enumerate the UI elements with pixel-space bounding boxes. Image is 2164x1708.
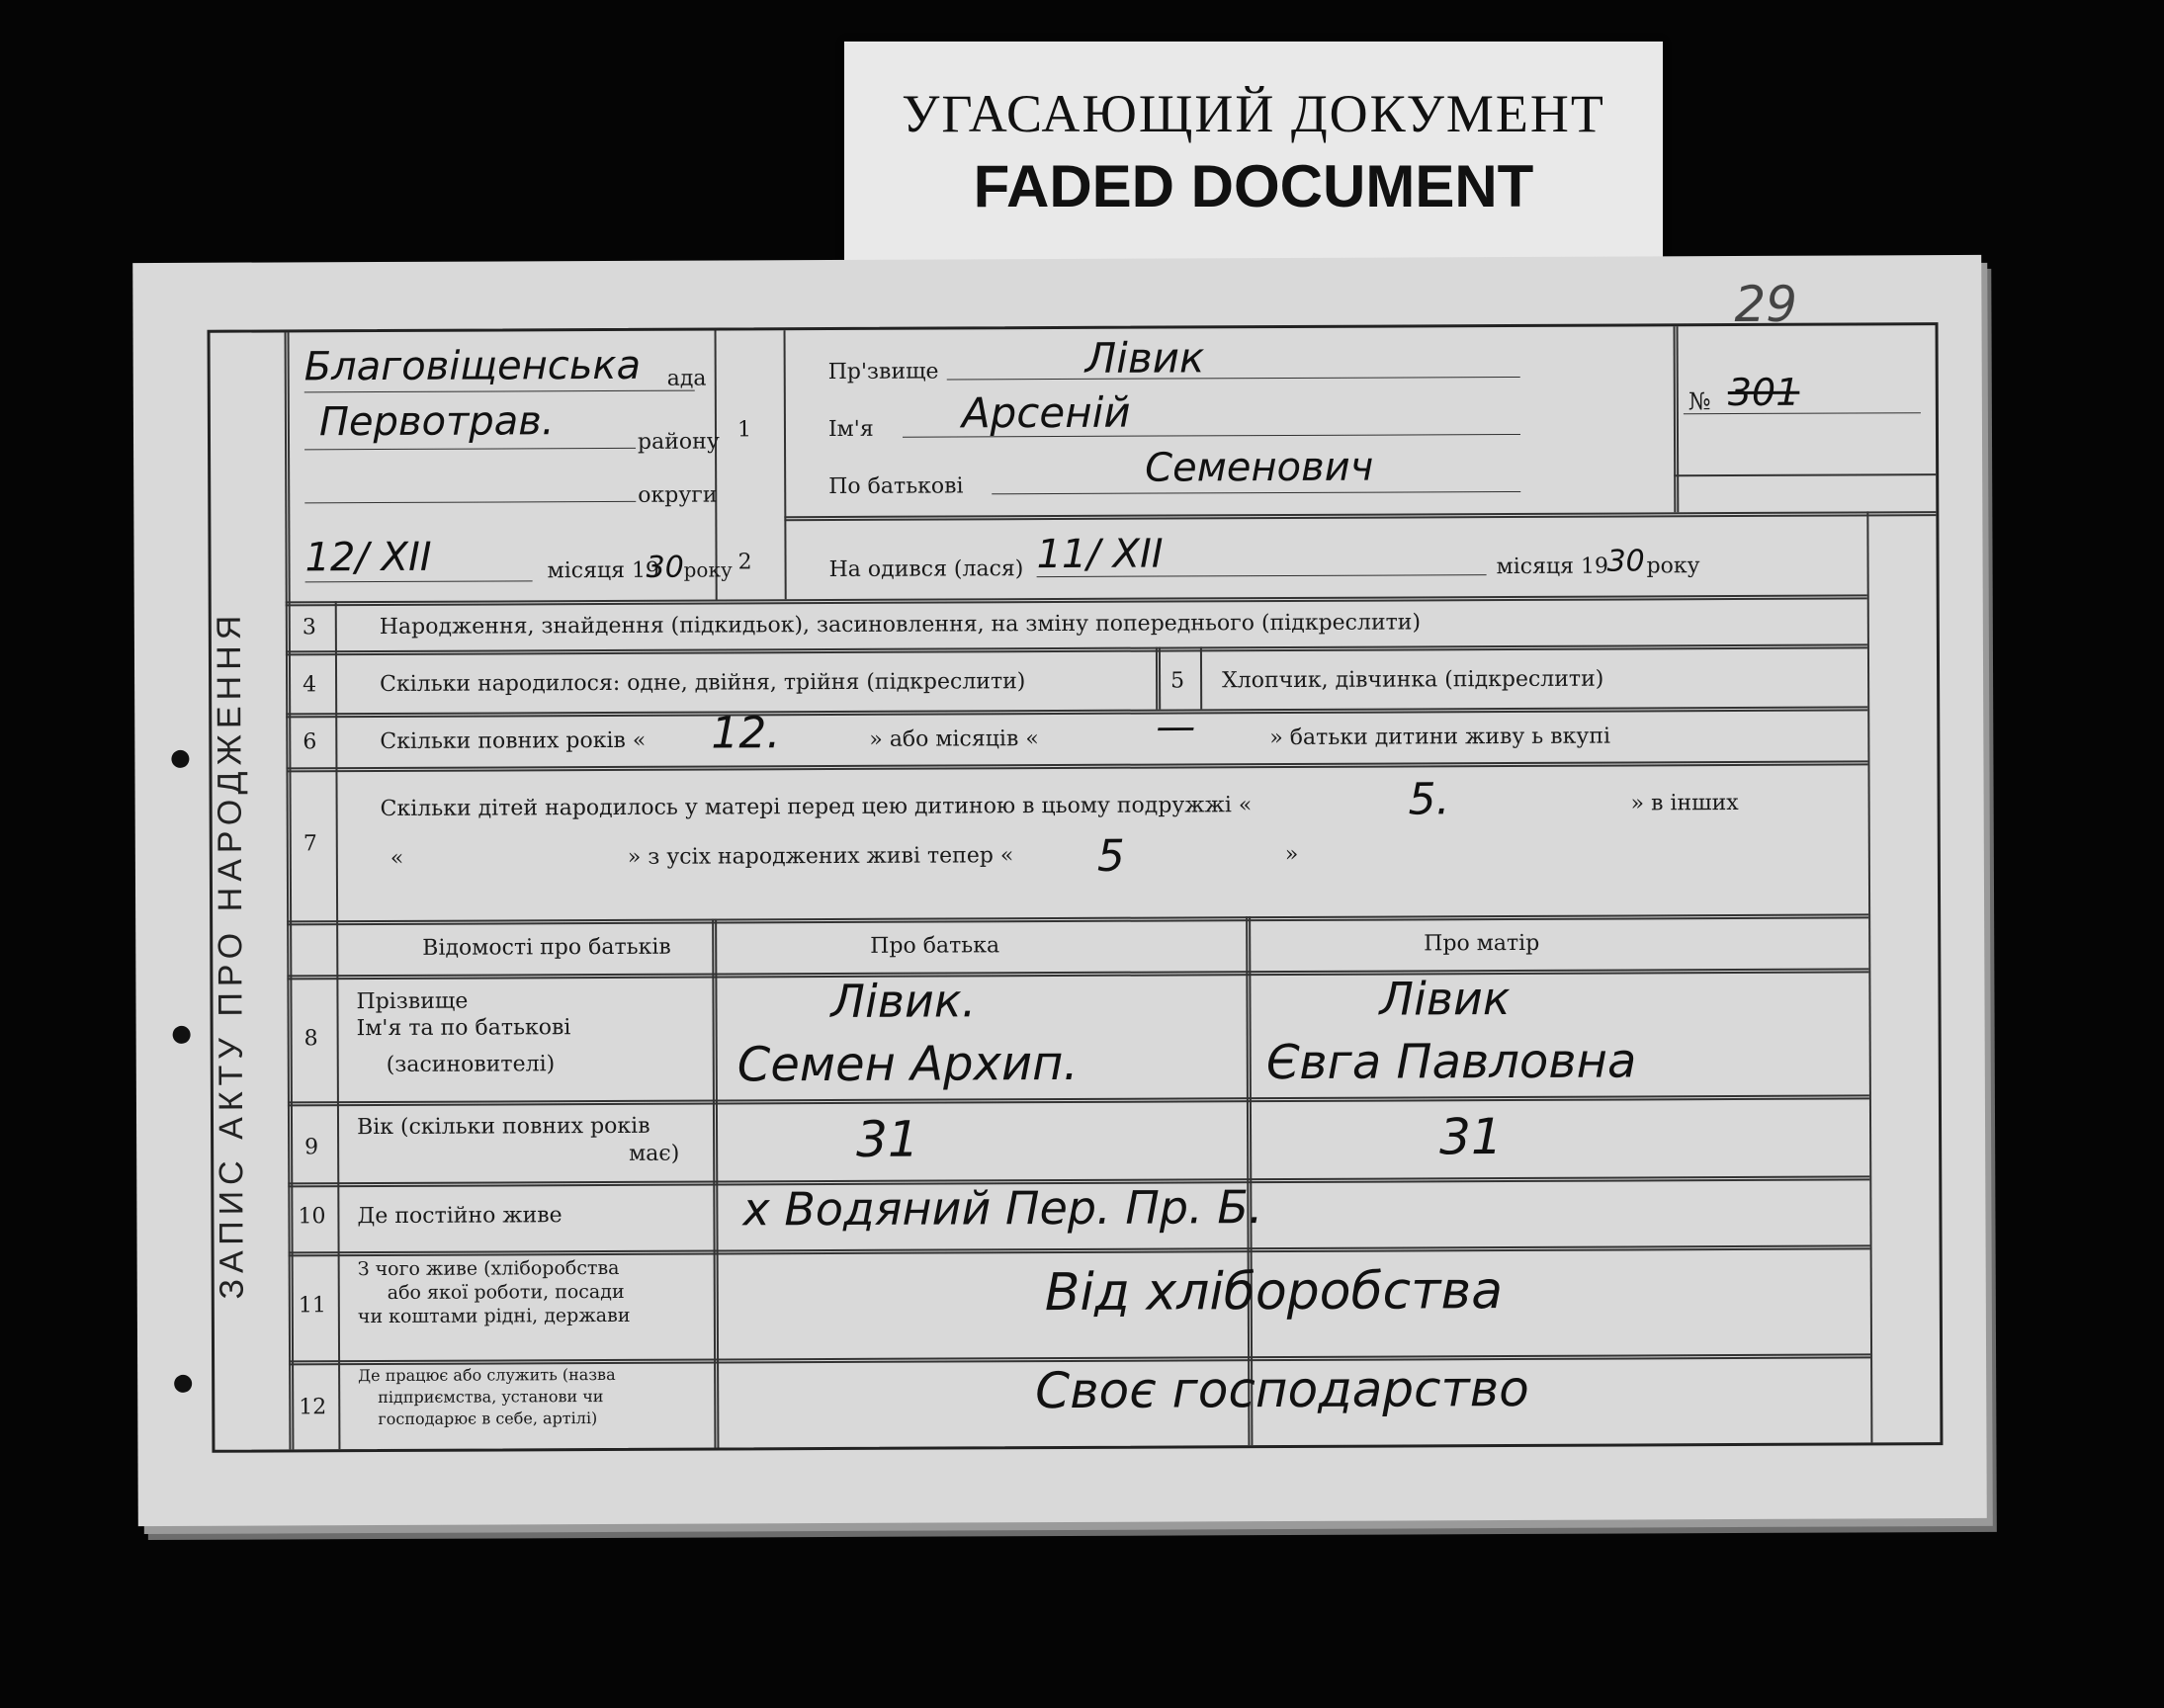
punch-hole xyxy=(173,1026,191,1044)
mother-age: 31 xyxy=(1438,1108,1503,1166)
field-number-2: 2 xyxy=(737,550,752,575)
rada-suffix: ада xyxy=(666,366,707,391)
row7-text-b: » в інших xyxy=(1630,791,1739,816)
field-number-1: 1 xyxy=(736,417,752,443)
row6-text-b: » або місяців « xyxy=(869,726,1039,752)
row4-text: Скільки народилося: одне, двійня, трійня (підкреслити) xyxy=(380,669,1026,697)
child-surname: Лівик xyxy=(1084,333,1205,383)
row-number-10: 10 xyxy=(298,1204,326,1230)
father-age: 31 xyxy=(855,1110,919,1168)
birth-month-year-label: місяця 19 xyxy=(1496,554,1609,580)
row12-label-2: підприємства, установи чи xyxy=(378,1387,604,1408)
row11-label-1: З чого живе (хліборобства xyxy=(357,1256,620,1281)
document-sheet xyxy=(132,255,1987,1526)
faded-document-label xyxy=(844,42,1663,261)
row12-label-3: господарює в себе, артілі) xyxy=(378,1409,598,1429)
row7-text-c: « xyxy=(390,845,404,871)
years-together: 12. xyxy=(711,708,781,759)
punch-hole xyxy=(174,1375,192,1393)
birth-date: 11/ XII xyxy=(1036,531,1164,578)
row-number-8: 8 xyxy=(303,1026,318,1052)
row9-label-1: Вік (скільки повних років xyxy=(356,1113,650,1141)
okruha-label: округи xyxy=(638,482,718,508)
row-number-4: 4 xyxy=(303,672,317,698)
row7-text-d: » з усіх народжених живі тепер « xyxy=(627,843,1014,870)
row6-text-a: Скільки повних років « xyxy=(380,727,647,754)
row-number-9: 9 xyxy=(304,1135,319,1160)
row-number-7: 7 xyxy=(303,831,317,857)
parents-header-mother: Про матір xyxy=(1424,930,1540,957)
row8-label-1: Прізвище xyxy=(356,988,469,1015)
row-number-11: 11 xyxy=(298,1293,326,1319)
label-english: FADED DOCUMENT xyxy=(973,152,1534,219)
raion-value: Первотрав. xyxy=(318,398,555,446)
parents-header-father: Про батька xyxy=(870,933,1000,959)
registration-year: 30 xyxy=(646,550,684,585)
row7-text-a: Скільки дітей народилось у матері перед цею дитиною в цьому подружжі « xyxy=(380,793,1253,821)
row10-label: Де постійно живе xyxy=(357,1203,563,1230)
rada-value: Благовіщенська xyxy=(303,342,642,390)
father-name: Семен Архип. xyxy=(736,1035,1079,1093)
row-number-5: 5 xyxy=(1170,668,1185,694)
parents-header-info: Відомості про батьків xyxy=(422,934,671,961)
months-together: — xyxy=(1156,704,1196,750)
raion-label: району xyxy=(637,429,720,455)
row9-label-2: має) xyxy=(629,1141,680,1166)
row-number-3: 3 xyxy=(302,615,316,640)
child-name: Арсеній xyxy=(961,387,1131,438)
row-number-12: 12 xyxy=(299,1395,327,1420)
row8-label-2: Ім'я та по батькові xyxy=(356,1015,571,1042)
row7-text-e: » xyxy=(1284,841,1299,868)
residence-value: х Водяний Пер. Пр. Б. xyxy=(742,1180,1263,1237)
livelihood-value: Від хліборобства xyxy=(1044,1261,1504,1324)
birth-roku-label: року xyxy=(1646,554,1700,579)
birth-year: 30 xyxy=(1606,544,1645,579)
row3-text: Народження, знайдення (підкидьок), засиновлення, на зміну попереднього (підкреслити) xyxy=(379,610,1422,640)
registration-date: 12/ XII xyxy=(304,534,432,581)
mother-name: Євга Павловна xyxy=(1265,1033,1637,1091)
month-year-label: місяця 19 xyxy=(547,557,660,584)
row11-label-2: або якої роботи, посади xyxy=(387,1280,625,1304)
row11-label-3: чи коштами рідні, держави xyxy=(357,1304,631,1328)
record-number: 301 xyxy=(1727,370,1800,415)
number-label: № xyxy=(1688,387,1711,416)
surname-label: Пр'звище xyxy=(827,359,939,385)
row5-text: Хлопчик, дівчинка (підкреслити) xyxy=(1222,666,1604,694)
row8-label-3: (засиновителі) xyxy=(386,1052,556,1077)
father-surname: Лівик. xyxy=(830,974,977,1029)
born-label: На одився (лася) xyxy=(828,556,1024,583)
birth-record-form xyxy=(208,322,1944,1453)
workplace-value: Своє господарство xyxy=(1035,1359,1529,1420)
row-number-6: 6 xyxy=(303,729,317,755)
row6-text-c: » батьки дитини живу ь вкупі xyxy=(1269,724,1611,751)
folio-number: 29 xyxy=(1734,275,1798,334)
label-russian: УГАСАЮЩИЙ ДОКУМЕНТ xyxy=(902,83,1605,143)
name-label: Ім'я xyxy=(827,416,874,443)
children-this-marriage: 5. xyxy=(1408,774,1450,825)
row12-label-1: Де працює або служить (назва xyxy=(358,1364,616,1386)
mother-surname: Лівик xyxy=(1379,972,1511,1026)
punch-hole xyxy=(171,750,189,768)
roku-label: року xyxy=(683,557,733,582)
children-alive: 5 xyxy=(1096,830,1125,882)
patronymic-label: По батькові xyxy=(828,473,964,500)
side-title: ЗАПИС АКТУ ПРО НАРОДЖЕННЯ xyxy=(210,609,251,1300)
child-patronymic: Семенович xyxy=(1145,444,1374,491)
